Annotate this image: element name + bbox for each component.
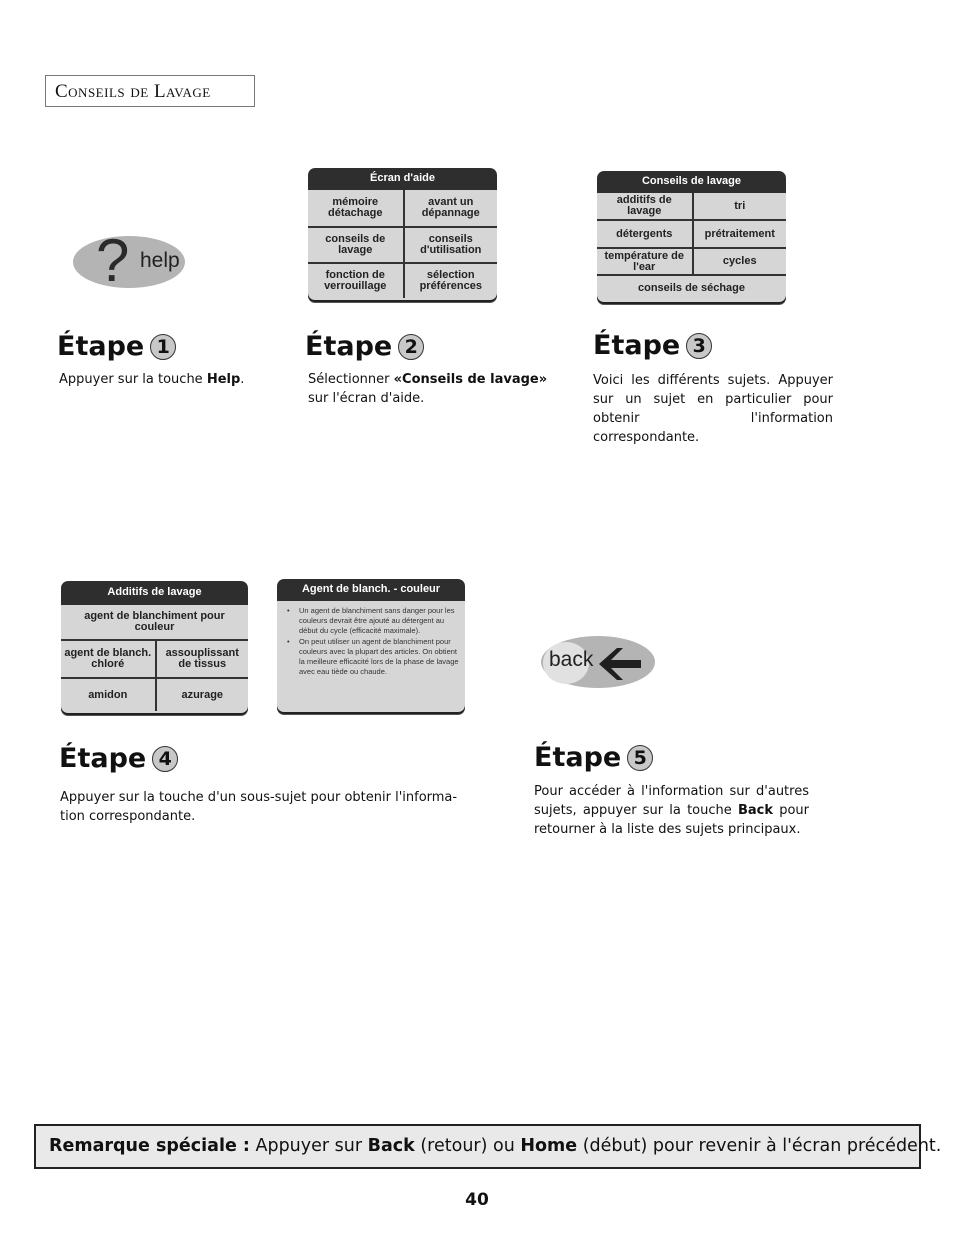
- menu-avant-depannage[interactable]: avant un dépannage: [403, 190, 498, 226]
- menu-pretraitement[interactable]: prétraitement: [692, 219, 787, 247]
- menu-temperature[interactable]: température de l'ear: [597, 247, 692, 274]
- step-2-text-pre: Sélectionner: [308, 372, 394, 387]
- menu-agent-blanchiment-couleur[interactable]: agent de blanchiment pour couleur: [84, 610, 225, 633]
- menu-agent-blanch-chlore[interactable]: agent de blanch. chloré: [61, 639, 155, 677]
- info-bullet: • Un agent de blanchiment sans danger pour les couleurs devrait être ajouté au détergent au début du cycle (efficacité maximale).: [287, 606, 459, 637]
- menu-fonction-verrouillage[interactable]: fonction de verrouillage: [308, 262, 403, 298]
- step-1-heading: [57, 332, 176, 362]
- menu-cycles[interactable]: cycles: [692, 247, 787, 274]
- note-label: Remarque spéciale :: [49, 1136, 250, 1156]
- menu-memoire-detachage[interactable]: mémoire détachage: [328, 196, 383, 219]
- step-number: 4: [152, 746, 178, 772]
- special-note: [34, 1124, 942, 1169]
- step-number: 1: [150, 334, 176, 360]
- additifs-screen: [61, 581, 248, 713]
- step-1-text: [59, 370, 279, 389]
- step-3-text: Voici les différents sujets. Appuyer sur un sujet en particulier pour obtenir l'information correspondante.: [593, 373, 833, 445]
- help-screen-title: Écran d'aide: [308, 168, 497, 190]
- menu-additifs[interactable]: additifs de lavage: [616, 194, 672, 217]
- question-mark-icon: ?: [96, 227, 130, 294]
- note-text: Appuyer sur: [249, 1136, 368, 1156]
- menu-assouplissant[interactable]: assouplissant de tissus: [155, 639, 249, 677]
- menu-conseils-lavage[interactable]: conseils de lavage: [308, 226, 403, 262]
- step-1-text-bold: Help: [206, 372, 241, 387]
- arrow-left-icon: [597, 645, 643, 683]
- agent-info-bullets: [277, 601, 465, 677]
- back-button-label: back: [549, 648, 594, 671]
- note-text: (retour) ou: [414, 1136, 521, 1156]
- step-2-text-bold: «Conseils de lavage»: [393, 372, 548, 387]
- step-5-text-bold: Back: [737, 803, 774, 818]
- conseils-screen: [597, 171, 786, 302]
- additifs-screen-title: Additifs de lavage: [61, 581, 248, 605]
- menu-tri[interactable]: tri: [692, 193, 787, 219]
- page-number: 40: [465, 1190, 489, 1210]
- step-label: Étape: [305, 331, 393, 362]
- step-2-text-post: sur l'écran d'aide.: [308, 391, 425, 406]
- menu-azurage[interactable]: azurage: [155, 677, 249, 711]
- note-home: Home: [520, 1136, 578, 1156]
- step-5-heading: [534, 743, 653, 773]
- menu-amidon[interactable]: amidon: [61, 677, 155, 711]
- agent-info-title: Agent de blanch. - couleur: [277, 579, 465, 601]
- step-5-text-pre: Pour accéder à l'information sur d'autres sujets, appuyer sur la touche: [534, 784, 809, 818]
- step-2-text: [308, 370, 553, 408]
- agent-info-screen: [277, 579, 465, 712]
- step-1-text-pre: Appuyer sur la touche: [59, 372, 207, 387]
- step-5-text: [534, 782, 809, 839]
- step-3-heading: [593, 331, 712, 361]
- menu-conseils-sechage[interactable]: conseils de séchage: [597, 274, 786, 300]
- step-label: Étape: [593, 330, 681, 361]
- info-bullet: • On peut utiliser un agent de blanchiment pour couleurs avec la plupart des articles. On obtient la meilleure efficacité lors de la phase de lavage avec eau tiède ou chaude.: [287, 637, 459, 678]
- note-back: Back: [367, 1136, 415, 1156]
- step-2-heading: [305, 332, 424, 362]
- note-text: (début) pour revenir à l'écran précédent.: [577, 1136, 942, 1156]
- step-label: Étape: [57, 331, 145, 362]
- step-1-text-post: .: [240, 372, 245, 387]
- step-number: 3: [686, 333, 712, 359]
- step-5-text-post: pour retourner à la liste des sujets principaux.: [534, 803, 809, 837]
- step-label: Étape: [59, 743, 147, 774]
- step-number: 5: [627, 745, 653, 771]
- section-title: Conseils de Lavage: [45, 75, 255, 107]
- menu-conseils-utilisation[interactable]: conseils d'utilisation: [403, 226, 498, 262]
- step-number: 2: [398, 334, 424, 360]
- step-4-text: Appuyer sur la touche d'un sous-sujet pour obtenir l'informa-tion correspondante.: [60, 790, 458, 824]
- step-4-heading: [59, 744, 178, 774]
- help-button-label: help: [140, 249, 180, 272]
- menu-detergents[interactable]: détergents: [597, 219, 692, 247]
- step-label: Étape: [534, 742, 622, 773]
- help-screen: [308, 168, 497, 300]
- menu-selection-preferences[interactable]: sélection préférences: [403, 262, 498, 298]
- conseils-screen-title: Conseils de lavage: [597, 171, 786, 193]
